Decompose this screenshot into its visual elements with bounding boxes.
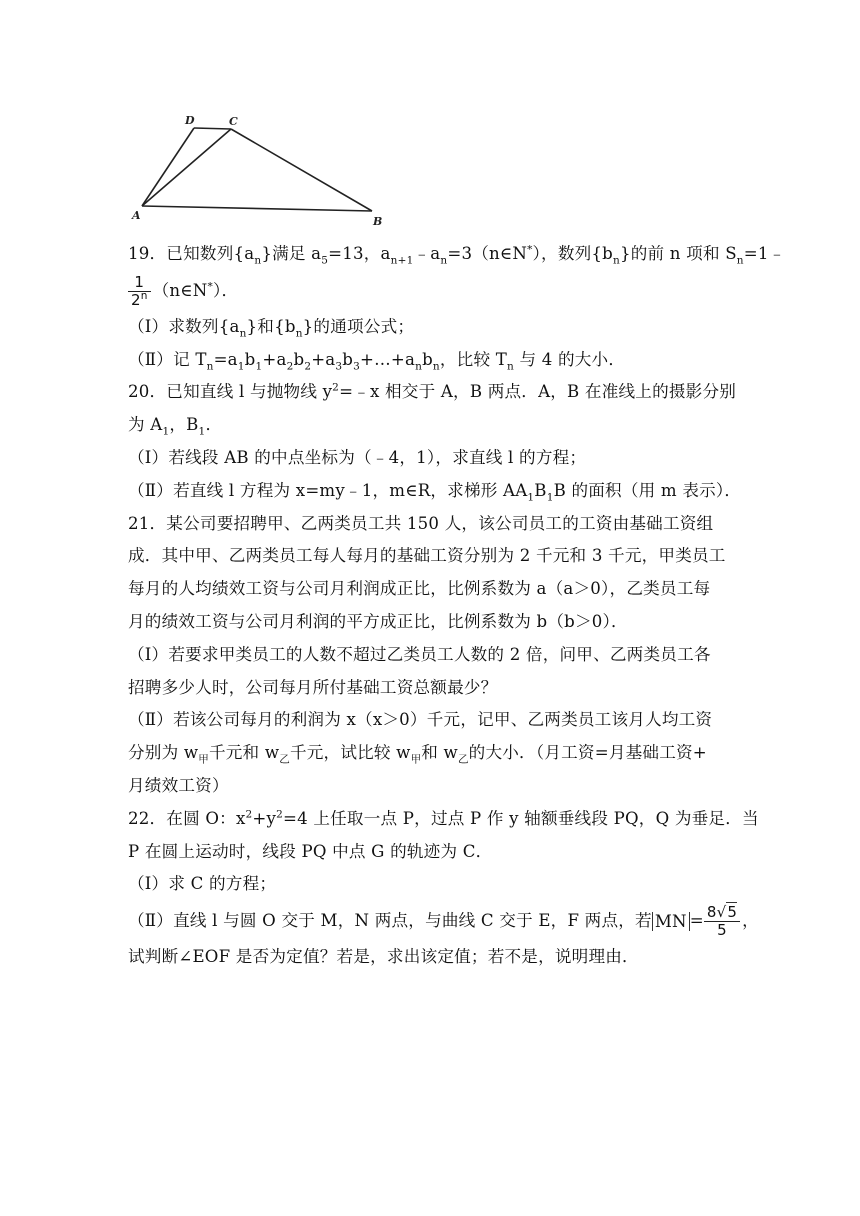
p20-line-3: （Ⅰ）若线段 AB 的中点坐标为（﹣4，1），求直线 l 的方程； bbox=[128, 447, 587, 467]
segment-dc bbox=[194, 128, 231, 129]
abs-mn: MN bbox=[652, 912, 690, 931]
label-d: D bbox=[185, 114, 195, 127]
p21-line-5: （Ⅰ）若要求甲类员工的人数不超过乙类员工人数的 2 倍，问甲、乙两类员工各 bbox=[128, 644, 711, 664]
p21-line-7: （Ⅱ）若该公司每月的利润为 x（x＞0）千元，记甲、乙两类员工该月人均工资 bbox=[128, 710, 713, 730]
quadrilateral-figure bbox=[128, 108, 388, 230]
p21-line-9: 月绩效工资） bbox=[128, 775, 229, 795]
fraction-one-over-two-pow-n: $\frac{1}{2^n}$ bbox=[128, 274, 151, 309]
p19-line-4: （Ⅱ）记 $T_n=a_1b_1+a_2b_2+a_3b_3+\dots+a_nb_n$，比较 $T_n$ 与 4 的大小． bbox=[128, 349, 626, 372]
label-a: A bbox=[132, 209, 141, 222]
segment-cb bbox=[231, 129, 372, 211]
p22-line-1: 22．在圆 O：$x^2+y^2=4$ 上任取一点 P，过点 P 作 y 轴额垂线段 PQ，Q 为垂足．当 bbox=[128, 808, 759, 828]
p21-line-2: 成．其中甲、乙两类员工每人每月的基础工资分别为 2 千元和 3 千元，甲类员工 bbox=[128, 546, 726, 566]
p20-line-1: 20．已知直线 l 与抛物线 $y^2=﹣x$ 相交于 A，B 两点．A，B 在准线上的摄影分别 bbox=[128, 381, 737, 402]
segment-ab bbox=[142, 206, 372, 211]
p21-line-4: 月的绩效工资与公司月利润的平方成正比，比例系数为 b（b＞0）． bbox=[128, 611, 628, 631]
p21-line-3: 每月的人均绩效工资与公司月利润成正比，比例系数为 a（a＞0），乙类员工每 bbox=[128, 579, 711, 599]
p22-line-3: （Ⅰ）求 C 的方程； bbox=[128, 874, 277, 894]
label-c: C bbox=[229, 115, 238, 128]
p19-line-1: 19．已知数列$\{a_n\}$满足 $a_5=13$，$a_{n+1}﹣a_n=3(n\in N^*)$，数列$\{b_n\}$的前 n 项和 $S_n=1﹣$ bbox=[128, 243, 786, 267]
p20-line-2: 为 $A_1$，$B_1$． bbox=[128, 415, 223, 438]
p21-line-6: 招聘多少人时，公司每月所付基础工资总额最少？ bbox=[128, 677, 498, 697]
p22-line-4: （Ⅱ）直线 l 与圆 O 交于 M，N 两点，与曲线 C 交于 E，F 两点，若 MN = $\frac{8√5}{5}$ ， bbox=[128, 903, 759, 940]
p22-line-2: P 在圆上运动时，线段 PQ 中点 G 的轨迹为 C． bbox=[128, 841, 493, 861]
p21-line-8: 分别为 $w_甲$千元和 $w_乙$千元，试比较 $w_甲$和 $w_乙$的大小．（月工资=月基础工资+ bbox=[128, 743, 707, 766]
p22-line-5: 试判断∠EOF 是否为定值？若是，求出该定值；若不是，说明理由． bbox=[128, 947, 639, 967]
p20-line-4: （Ⅱ）若直线 l 方程为 x=my﹣1，m∈R，求梯形 $AA_1B_1B$ 的面积（用 m 表示）． bbox=[128, 480, 742, 504]
p21-line-1: 21．某公司要招聘甲、乙两类员工共 150 人，该公司员工的工资由基础工资组 bbox=[128, 513, 714, 533]
p19-line-3: （Ⅰ）求数列$\{a_n\}$和$\{b_n\}$的通项公式； bbox=[128, 316, 415, 340]
fraction-8-root5-over-5: $\frac{8√5}{5}$ bbox=[704, 904, 740, 939]
label-b: B bbox=[373, 215, 383, 228]
problem-text bbox=[128, 238, 786, 974]
p19-line-2: $\frac{1}{2^n}$ （n∈N*）． bbox=[128, 271, 740, 311]
